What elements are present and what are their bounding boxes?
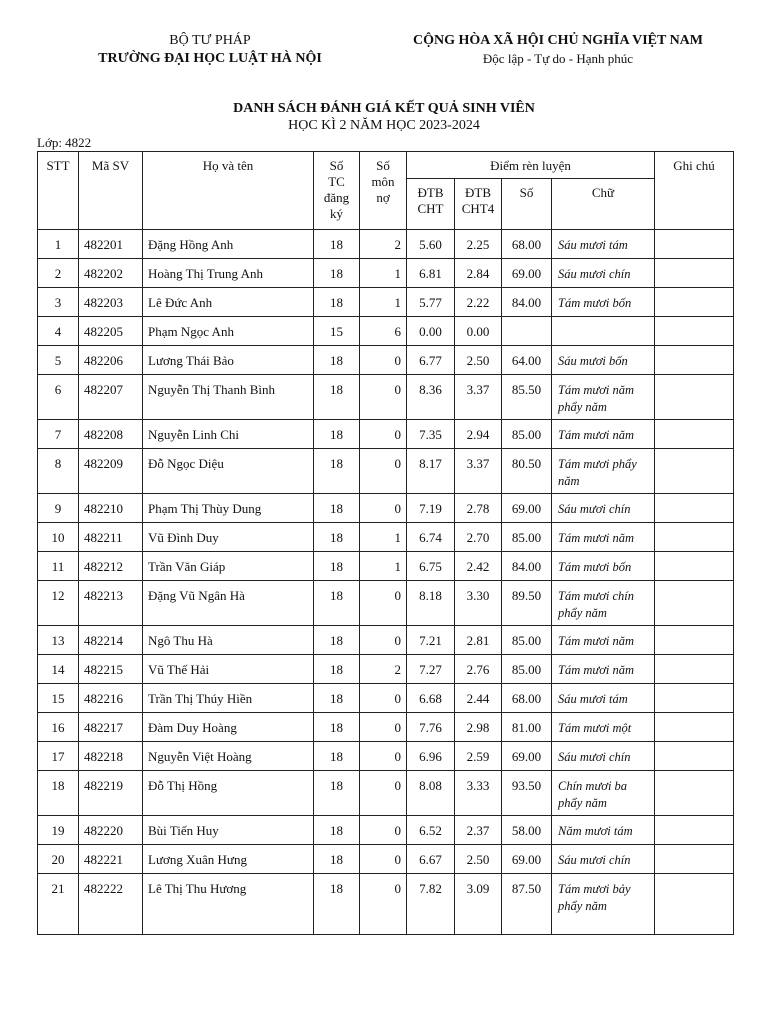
cell-student-id: 482222: [79, 874, 143, 935]
cell-credits: 18: [314, 713, 360, 742]
cell-credits: 18: [314, 230, 360, 259]
cell-note: [655, 684, 734, 713]
cell-gpa-10: 6.52: [407, 816, 455, 845]
cell-gpa-10: 6.74: [407, 523, 455, 552]
cell-student-id: 482210: [79, 494, 143, 523]
cell-note: [655, 523, 734, 552]
table-body: [38, 230, 734, 935]
student-results-table: [37, 151, 734, 935]
cell-stt: 4: [38, 317, 79, 346]
cell-note: [655, 288, 734, 317]
cell-stt: 2: [38, 259, 79, 288]
cell-gpa-10: 6.68: [407, 684, 455, 713]
cell-gpa-10: 8.17: [407, 449, 455, 494]
cell-gpa-10: 7.19: [407, 494, 455, 523]
cell-gpa-10: 8.18: [407, 581, 455, 626]
cell-student-id: 482220: [79, 816, 143, 845]
cell-gpa-10: 7.76: [407, 713, 455, 742]
cell-debt-subjects: 0: [360, 581, 407, 626]
cell-gpa-10: 7.82: [407, 874, 455, 935]
ministry-name: BỘ TƯ PHÁP: [169, 33, 251, 48]
cell-student-id: 482207: [79, 375, 143, 420]
cell-gpa-4: 2.44: [455, 684, 502, 713]
cell-score-number: 89.50: [502, 581, 552, 626]
header-note: Ghi chú: [655, 152, 734, 230]
cell-stt: 10: [38, 523, 79, 552]
table-row: [38, 494, 734, 523]
cell-stt: 3: [38, 288, 79, 317]
header-debt-line: Số: [376, 158, 390, 173]
cell-student-id: 482211: [79, 523, 143, 552]
cell-gpa-4: 2.25: [455, 230, 502, 259]
cell-score-words: Sáu mươi tám: [552, 230, 655, 259]
cell-score-words: [552, 317, 655, 346]
cell-full-name: Lê Đức Anh: [143, 288, 314, 317]
cell-student-id: 482217: [79, 713, 143, 742]
cell-score-number: 64.00: [502, 346, 552, 375]
cell-stt: 6: [38, 375, 79, 420]
cell-score-words: Tám mươi bốn: [552, 288, 655, 317]
header-credits-line: Số: [329, 158, 344, 173]
table-row: [38, 626, 734, 655]
cell-gpa-10: 7.35: [407, 420, 455, 449]
cell-note: [655, 259, 734, 288]
cell-score-words: Tám mươi năm: [552, 523, 655, 552]
cell-credits: 18: [314, 655, 360, 684]
table-row: [38, 375, 734, 420]
cell-score-words: Tám mươi năm: [552, 655, 655, 684]
cell-score-number: 93.50: [502, 771, 552, 816]
cell-score-number: 85.50: [502, 375, 552, 420]
cell-gpa-4: 2.59: [455, 742, 502, 771]
cell-gpa-4: 2.22: [455, 288, 502, 317]
cell-credits: 18: [314, 845, 360, 874]
cell-debt-subjects: 1: [360, 259, 407, 288]
cell-credits: 18: [314, 626, 360, 655]
cell-full-name: Vũ Thế Hải: [143, 655, 314, 684]
cell-gpa-10: 6.75: [407, 552, 455, 581]
cell-stt: 18: [38, 771, 79, 816]
cell-score-words: Tám mươi bốn: [552, 552, 655, 581]
cell-credits: 18: [314, 581, 360, 626]
cell-gpa-4: 3.37: [455, 449, 502, 494]
cell-score-words: Năm mươi tám: [552, 816, 655, 845]
cell-credits: 18: [314, 288, 360, 317]
cell-student-id: 482212: [79, 552, 143, 581]
cell-debt-subjects: 0: [360, 420, 407, 449]
cell-debt-subjects: 0: [360, 713, 407, 742]
cell-stt: 21: [38, 874, 79, 935]
cell-gpa-4: 2.42: [455, 552, 502, 581]
cell-full-name: Phạm Ngọc Anh: [143, 317, 314, 346]
cell-score-number: 80.50: [502, 449, 552, 494]
cell-stt: 11: [38, 552, 79, 581]
header-full-name: Họ và tên: [143, 152, 314, 230]
cell-debt-subjects: 0: [360, 845, 407, 874]
cell-note: [655, 552, 734, 581]
cell-full-name: Trần Văn Giáp: [143, 552, 314, 581]
header-score-number: Số: [502, 179, 552, 230]
cell-full-name: Lê Thị Thu Hương: [143, 874, 314, 935]
cell-score-words: Tám mươi chín phẩy năm: [552, 581, 655, 626]
university-name: TRƯỜNG ĐẠI HỌC LUẬT HÀ NỘI: [98, 51, 322, 66]
header-gpa-4-line: ĐTB: [465, 185, 491, 200]
cell-credits: 18: [314, 552, 360, 581]
cell-student-id: 482203: [79, 288, 143, 317]
cell-student-id: 482201: [79, 230, 143, 259]
document-subtitle: HỌC KÌ 2 NĂM HỌC 2023-2024: [288, 118, 480, 133]
cell-full-name: Đàm Duy Hoàng: [143, 713, 314, 742]
cell-note: [655, 581, 734, 626]
cell-credits: 18: [314, 449, 360, 494]
cell-credits: 18: [314, 375, 360, 420]
table-row: [38, 845, 734, 874]
cell-student-id: 482202: [79, 259, 143, 288]
cell-student-id: 482213: [79, 581, 143, 626]
cell-gpa-10: 0.00: [407, 317, 455, 346]
table-row: [38, 874, 734, 935]
header-score-words: Chữ: [552, 179, 655, 230]
cell-stt: 8: [38, 449, 79, 494]
cell-credits: 18: [314, 684, 360, 713]
cell-note: [655, 655, 734, 684]
cell-score-number: 85.00: [502, 626, 552, 655]
cell-student-id: 482219: [79, 771, 143, 816]
document-title-block: [0, 100, 768, 134]
cell-stt: 12: [38, 581, 79, 626]
cell-gpa-10: 8.36: [407, 375, 455, 420]
table-row: [38, 655, 734, 684]
cell-note: [655, 845, 734, 874]
table-row: [38, 684, 734, 713]
cell-gpa-4: 2.94: [455, 420, 502, 449]
cell-score-number: 85.00: [502, 523, 552, 552]
table-row: [38, 552, 734, 581]
header-credits-line: ký: [330, 206, 343, 221]
national-motto: Độc lập - Tự do - Hạnh phúc: [482, 51, 634, 66]
cell-debt-subjects: 0: [360, 449, 407, 494]
cell-note: [655, 346, 734, 375]
cell-score-words: Sáu mươi chín: [552, 259, 655, 288]
cell-score-number: 69.00: [502, 494, 552, 523]
cell-score-words: Sáu mươi tám: [552, 684, 655, 713]
cell-student-id: 482209: [79, 449, 143, 494]
cell-stt: 7: [38, 420, 79, 449]
table-row: [38, 420, 734, 449]
cell-full-name: Vũ Đình Duy: [143, 523, 314, 552]
cell-stt: 14: [38, 655, 79, 684]
cell-debt-subjects: 1: [360, 523, 407, 552]
header-debt-line: môn: [371, 174, 395, 189]
cell-gpa-4: 2.78: [455, 494, 502, 523]
cell-score-words: Tám mươi năm: [552, 626, 655, 655]
cell-note: [655, 420, 734, 449]
cell-score-number: 84.00: [502, 288, 552, 317]
cell-credits: 18: [314, 816, 360, 845]
cell-stt: 20: [38, 845, 79, 874]
cell-gpa-10: 8.08: [407, 771, 455, 816]
cell-stt: 5: [38, 346, 79, 375]
cell-full-name: Nguyễn Thị Thanh Bình: [143, 375, 314, 420]
cell-full-name: Ngô Thu Hà: [143, 626, 314, 655]
cell-gpa-4: 2.76: [455, 655, 502, 684]
cell-note: [655, 816, 734, 845]
country-name: CỘNG HÒA XÃ HỘI CHỦ NGHĨA VIỆT NAM: [412, 33, 703, 48]
cell-gpa-10: 6.81: [407, 259, 455, 288]
cell-full-name: Đỗ Thị Hồng: [143, 771, 314, 816]
cell-gpa-4: 3.09: [455, 874, 502, 935]
cell-full-name: Hoàng Thị Trung Anh: [143, 259, 314, 288]
header-stt: STT: [38, 152, 79, 230]
header-gpa-10-line: ĐTB: [417, 185, 444, 200]
cell-score-number: 85.00: [502, 655, 552, 684]
cell-credits: 18: [314, 874, 360, 935]
cell-credits: 18: [314, 346, 360, 375]
cell-stt: 17: [38, 742, 79, 771]
cell-full-name: Lương Xuân Hưng: [143, 845, 314, 874]
header-student-id: Mã SV: [79, 152, 143, 230]
cell-note: [655, 375, 734, 420]
cell-debt-subjects: 0: [360, 742, 407, 771]
cell-note: [655, 742, 734, 771]
cell-gpa-4: 2.37: [455, 816, 502, 845]
header-gpa-4: [455, 179, 502, 230]
cell-gpa-4: 2.70: [455, 523, 502, 552]
header-debt-subjects: [360, 152, 407, 230]
table-row: [38, 581, 734, 626]
cell-score-number: 69.00: [502, 259, 552, 288]
cell-full-name: Đỗ Ngọc Diệu: [143, 449, 314, 494]
cell-credits: 18: [314, 494, 360, 523]
cell-gpa-10: 6.77: [407, 346, 455, 375]
cell-debt-subjects: 0: [360, 626, 407, 655]
cell-note: [655, 626, 734, 655]
table-row: [38, 816, 734, 845]
cell-note: [655, 771, 734, 816]
cell-debt-subjects: 0: [360, 494, 407, 523]
cell-full-name: Phạm Thị Thùy Dung: [143, 494, 314, 523]
cell-credits: 18: [314, 420, 360, 449]
cell-score-number: 69.00: [502, 845, 552, 874]
cell-gpa-10: 7.21: [407, 626, 455, 655]
cell-debt-subjects: 0: [360, 346, 407, 375]
table-row: [38, 523, 734, 552]
cell-student-id: 482214: [79, 626, 143, 655]
cell-gpa-10: 7.27: [407, 655, 455, 684]
cell-score-words: Tám mươi bảy phẩy năm: [552, 874, 655, 935]
cell-credits: 18: [314, 523, 360, 552]
cell-gpa-4: 3.37: [455, 375, 502, 420]
cell-student-id: 482221: [79, 845, 143, 874]
issuer-block: [70, 32, 350, 68]
cell-gpa-4: 2.50: [455, 845, 502, 874]
cell-score-words: Sáu mươi chín: [552, 494, 655, 523]
table-row: [38, 771, 734, 816]
cell-debt-subjects: 0: [360, 684, 407, 713]
table-row: [38, 346, 734, 375]
table-row: [38, 230, 734, 259]
cell-gpa-4: 2.84: [455, 259, 502, 288]
header-credits-line: đăng: [323, 190, 350, 205]
cell-score-words: Chín mươi ba phẩy năm: [552, 771, 655, 816]
cell-gpa-4: 3.30: [455, 581, 502, 626]
cell-stt: 1: [38, 230, 79, 259]
national-header: [388, 32, 728, 68]
cell-stt: 9: [38, 494, 79, 523]
cell-full-name: Đặng Hồng Anh: [143, 230, 314, 259]
cell-note: [655, 449, 734, 494]
cell-score-words: Tám mươi một: [552, 713, 655, 742]
table-row: [38, 259, 734, 288]
header-training-score: Điểm rèn luyện: [407, 152, 655, 179]
cell-credits: 18: [314, 742, 360, 771]
cell-debt-subjects: 1: [360, 552, 407, 581]
table-row: [38, 742, 734, 771]
cell-credits: 15: [314, 317, 360, 346]
header-credits-line: TC: [328, 174, 345, 189]
cell-score-words: Sáu mươi chín: [552, 845, 655, 874]
cell-score-number: 68.00: [502, 230, 552, 259]
cell-stt: 16: [38, 713, 79, 742]
cell-stt: 13: [38, 626, 79, 655]
cell-student-id: 482216: [79, 684, 143, 713]
cell-note: [655, 874, 734, 935]
cell-score-number: 81.00: [502, 713, 552, 742]
cell-score-number: 58.00: [502, 816, 552, 845]
cell-note: [655, 317, 734, 346]
cell-note: [655, 713, 734, 742]
cell-full-name: Lương Thái Bảo: [143, 346, 314, 375]
cell-gpa-4: 2.81: [455, 626, 502, 655]
cell-score-number: [502, 317, 552, 346]
cell-score-words: Sáu mươi bốn: [552, 346, 655, 375]
cell-gpa-4: 2.98: [455, 713, 502, 742]
cell-score-number: 68.00: [502, 684, 552, 713]
cell-gpa-10: 6.96: [407, 742, 455, 771]
cell-gpa-10: 6.67: [407, 845, 455, 874]
header-debt-line: nợ: [376, 190, 390, 205]
cell-score-number: 69.00: [502, 742, 552, 771]
cell-gpa-4: 3.33: [455, 771, 502, 816]
cell-full-name: Nguyễn Linh Chi: [143, 420, 314, 449]
cell-full-name: Bùi Tiến Huy: [143, 816, 314, 845]
table-row: [38, 317, 734, 346]
cell-student-id: 482218: [79, 742, 143, 771]
cell-gpa-4: 0.00: [455, 317, 502, 346]
cell-full-name: Đặng Vũ Ngân Hà: [143, 581, 314, 626]
cell-debt-subjects: 0: [360, 375, 407, 420]
header-gpa-10-line: CHT: [417, 201, 444, 216]
cell-score-words: Tám mươi phẩy năm: [552, 449, 655, 494]
cell-debt-subjects: 0: [360, 771, 407, 816]
header-gpa-10: [407, 179, 455, 230]
table-row: [38, 288, 734, 317]
cell-debt-subjects: 2: [360, 655, 407, 684]
cell-credits: 18: [314, 771, 360, 816]
cell-gpa-4: 2.50: [455, 346, 502, 375]
cell-student-id: 482205: [79, 317, 143, 346]
table-row: [38, 713, 734, 742]
cell-debt-subjects: 0: [360, 816, 407, 845]
cell-student-id: 482206: [79, 346, 143, 375]
cell-full-name: Nguyễn Việt Hoàng: [143, 742, 314, 771]
document-title: DANH SÁCH ĐÁNH GIÁ KẾT QUẢ SINH VIÊN: [233, 101, 535, 116]
cell-score-number: 87.50: [502, 874, 552, 935]
cell-note: [655, 494, 734, 523]
cell-student-id: 482208: [79, 420, 143, 449]
cell-debt-subjects: 0: [360, 874, 407, 935]
cell-debt-subjects: 1: [360, 288, 407, 317]
cell-full-name: Trần Thị Thúy Hiền: [143, 684, 314, 713]
cell-note: [655, 230, 734, 259]
cell-score-words: Sáu mươi chín: [552, 742, 655, 771]
table-row: [38, 449, 734, 494]
cell-credits: 18: [314, 259, 360, 288]
header-credits: [314, 152, 360, 230]
cell-debt-subjects: 6: [360, 317, 407, 346]
cell-stt: 19: [38, 816, 79, 845]
cell-debt-subjects: 2: [360, 230, 407, 259]
cell-score-number: 84.00: [502, 552, 552, 581]
cell-student-id: 482215: [79, 655, 143, 684]
cell-gpa-10: 5.60: [407, 230, 455, 259]
class-label: Lớp: 4822: [37, 135, 92, 150]
cell-score-words: Tám mươi năm phẩy năm: [552, 375, 655, 420]
cell-stt: 15: [38, 684, 79, 713]
header-gpa-4-line: CHT4: [461, 201, 495, 216]
cell-gpa-10: 5.77: [407, 288, 455, 317]
cell-score-number: 85.00: [502, 420, 552, 449]
cell-score-words: Tám mươi năm: [552, 420, 655, 449]
